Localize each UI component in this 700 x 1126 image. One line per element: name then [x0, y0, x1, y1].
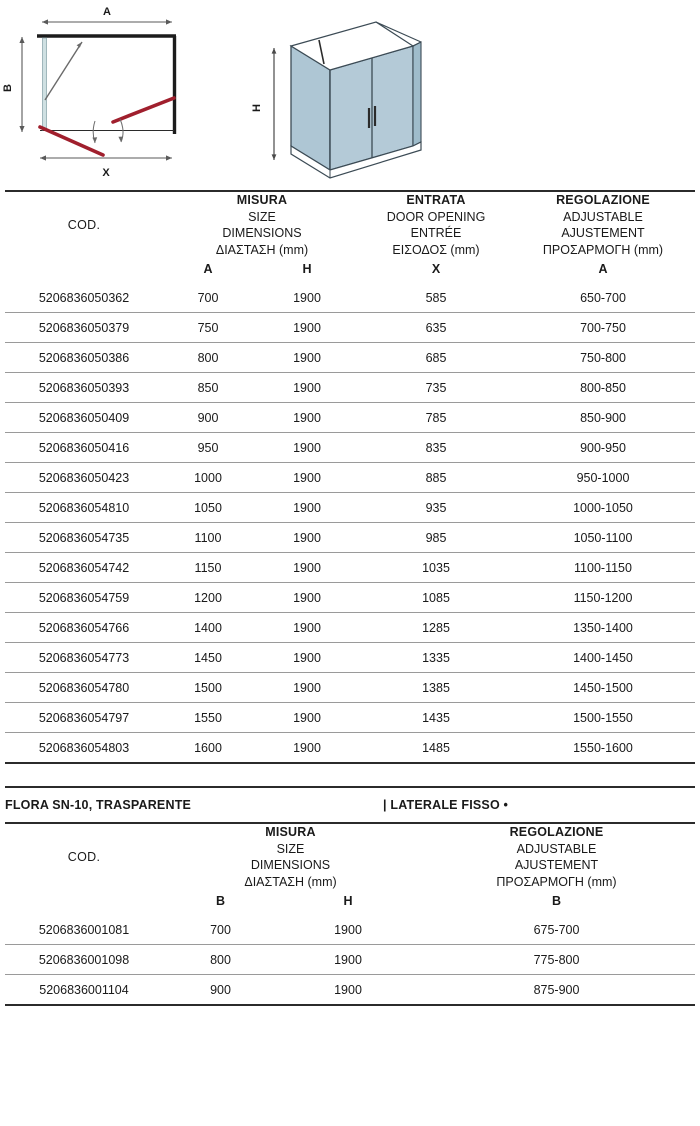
- cell-cod: 5206836050423: [38, 470, 130, 485]
- cell-a: 700: [197, 290, 219, 305]
- cell-a: 800: [197, 350, 219, 365]
- cell-adj: 650-700: [580, 290, 626, 305]
- table1-header-entry-l3: ENTRÉE: [410, 226, 462, 240]
- section-product-name: FLORA SN-10, TRASPARENTE: [5, 798, 192, 812]
- table1-header-entry-l2: DOOR OPENING: [386, 209, 486, 224]
- cell-x: 1035: [422, 560, 450, 575]
- table2-header-size: [163, 824, 418, 890]
- table2-header-size-l1: MISURA: [265, 825, 316, 839]
- cell-adj: 1000-1050: [573, 500, 633, 515]
- cell-x: 735: [425, 380, 447, 395]
- cell-b: 800: [210, 952, 231, 967]
- table-row: [5, 915, 695, 945]
- side-panel-dimensions-table: [5, 824, 695, 1006]
- table1-header-size-l1: MISURA: [236, 193, 288, 207]
- cell-adj: 675-700: [533, 922, 580, 937]
- table1-header-entry-l1: ENTRATA: [406, 193, 466, 207]
- cell-b: 700: [210, 922, 231, 937]
- cell-adj: 1050-1100: [573, 530, 633, 545]
- iso-label-h: H: [251, 104, 263, 112]
- table2-sub-b: B: [215, 894, 226, 908]
- cell-x: 585: [425, 290, 447, 305]
- cell-cod: 5206836054735: [38, 530, 130, 545]
- cell-cod: 5206836001081: [38, 922, 130, 937]
- isometric-enclosure-diagram: [245, 0, 475, 190]
- cell-h: 1900: [293, 590, 321, 605]
- cell-x: 885: [425, 470, 447, 485]
- table-row: [5, 373, 695, 403]
- cell-x: 1385: [422, 680, 450, 695]
- cell-cod: 5206836054780: [38, 680, 130, 695]
- cell-adj: 700-750: [580, 320, 626, 335]
- table1-sub-x: X: [431, 262, 441, 276]
- cell-h: 1900: [293, 350, 321, 365]
- cell-h: 1900: [334, 982, 362, 997]
- plan-view-diagram: [0, 0, 250, 190]
- table-row: [5, 975, 695, 1006]
- table2-header-adjust-l3: AJUSTEMENT: [514, 858, 599, 872]
- cell-h: 1900: [334, 952, 362, 967]
- plan-label-x: X: [102, 167, 110, 179]
- section-divider-row: [5, 787, 695, 823]
- table-row: [5, 643, 695, 673]
- table-row: [5, 583, 695, 613]
- cell-a: 1200: [194, 590, 222, 605]
- cell-cod: 5206836054773: [38, 650, 130, 665]
- cell-x: 635: [425, 320, 447, 335]
- cell-h: 1900: [293, 530, 321, 545]
- cell-a: 1450: [194, 650, 222, 665]
- table1-sub-blank: [5, 258, 163, 283]
- cell-adj: 850-900: [580, 410, 626, 425]
- cell-a: 950: [197, 440, 219, 455]
- cell-h: 1900: [293, 560, 321, 575]
- cell-a: 1150: [194, 560, 222, 575]
- table-row: [5, 613, 695, 643]
- diagram-band: [0, 0, 700, 190]
- table1-header-adjust-l2: ADJUSTABLE: [563, 209, 643, 224]
- table1-subheader-row: [5, 258, 695, 283]
- cell-adj: 1400-1450: [573, 650, 633, 665]
- table-row: [5, 733, 695, 764]
- table-row: [5, 493, 695, 523]
- cell-x: 1335: [422, 650, 450, 665]
- table2-sub-adj: B: [551, 894, 562, 908]
- cell-adj: 1150-1200: [573, 590, 633, 605]
- cell-adj: 900-950: [580, 440, 626, 455]
- table2-header-adjust: [418, 824, 695, 890]
- table2-header-cod: COD.: [67, 850, 101, 864]
- table1-body: [5, 283, 695, 763]
- table2-header-adjust-l2: ADJUSTABLE: [516, 841, 597, 856]
- cell-adj: 1550-1600: [573, 740, 633, 755]
- cell-cod: 5206836054803: [38, 740, 130, 755]
- cell-x: 985: [425, 530, 447, 545]
- cell-cod: 5206836050416: [38, 440, 130, 455]
- table1-header-adjust-l4: ΠΡΟΣΑΡΜΟΓΗ (mm): [542, 242, 664, 257]
- cell-cod: 5206836050379: [38, 320, 130, 335]
- cell-cod: 5206836001098: [38, 952, 130, 967]
- table-row: [5, 523, 695, 553]
- table2-sub-blank: [5, 890, 163, 915]
- cell-x: 685: [425, 350, 447, 365]
- table-row: [5, 463, 695, 493]
- cell-h: 1900: [293, 740, 321, 755]
- cell-h: 1900: [334, 922, 362, 937]
- table1-header-row: [5, 191, 695, 258]
- cell-x: 1435: [422, 710, 450, 725]
- table1-header-size-l4: ΔΙΑΣΤΑΣΗ (mm): [215, 242, 309, 257]
- cell-h: 1900: [293, 410, 321, 425]
- cell-x: 785: [425, 410, 447, 425]
- table1-header-size: [163, 191, 361, 258]
- cell-cod: 5206836001104: [39, 982, 129, 997]
- cell-x: 1285: [422, 620, 450, 635]
- cell-x: 1085: [422, 590, 450, 605]
- cell-a: 850: [197, 380, 219, 395]
- table2-sub-h: H: [343, 894, 353, 908]
- table-gap-spacer: [0, 764, 700, 786]
- main-dimensions-table: [5, 190, 695, 764]
- cell-x: 835: [425, 440, 447, 455]
- table2-header-size-l4: ΔΙΑΣΤΑΣΗ (mm): [244, 874, 337, 889]
- cell-a: 900: [197, 410, 219, 425]
- cell-adj: 1500-1550: [573, 710, 633, 725]
- cell-h: 1900: [293, 320, 321, 335]
- cell-cod: 5206836050393: [38, 380, 130, 395]
- cell-adj: 950-1000: [576, 470, 630, 485]
- table1-header-entry: [361, 191, 511, 258]
- table-row: [5, 403, 695, 433]
- cell-cod: 5206836050362: [38, 290, 130, 305]
- cell-h: 1900: [293, 500, 321, 515]
- cell-adj: 750-800: [580, 350, 626, 365]
- cell-cod: 5206836054742: [38, 560, 130, 575]
- cell-h: 1900: [293, 620, 321, 635]
- table1-header-adjust-l3: AJUSTEMENT: [561, 226, 645, 240]
- table1-sub-adj: A: [598, 262, 608, 276]
- cell-h: 1900: [293, 680, 321, 695]
- table-row: [5, 283, 695, 313]
- cell-cod: 5206836054810: [38, 500, 130, 515]
- table1-header-size-l2: SIZE: [248, 209, 276, 224]
- table1-header-cod: COD.: [67, 218, 101, 232]
- cell-adj: 1350-1400: [573, 620, 633, 635]
- table-row: [5, 673, 695, 703]
- cell-adj: 800-850: [580, 380, 626, 395]
- cell-adj: 1100-1150: [574, 560, 632, 575]
- table2-header: [5, 824, 695, 915]
- table-row: [5, 553, 695, 583]
- table-row: [5, 433, 695, 463]
- cell-a: 1600: [194, 740, 222, 755]
- table1-header-adjust-l1: REGOLAZIONE: [556, 193, 650, 207]
- cell-a: 1000: [194, 470, 222, 485]
- table2-header-adjust-l4: ΠΡΟΣΑΡΜΟΓΗ (mm): [496, 874, 617, 889]
- cell-a: 750: [197, 320, 219, 335]
- cell-h: 1900: [293, 710, 321, 725]
- table2-header-size-l2: SIZE: [276, 841, 305, 856]
- table2-header-adjust-l1: REGOLAZIONE: [509, 825, 604, 839]
- cell-a: 1100: [194, 530, 222, 545]
- cell-a: 1400: [194, 620, 222, 635]
- table2-subheader-row: [5, 890, 695, 915]
- cell-h: 1900: [293, 470, 321, 485]
- cell-cod: 5206836054797: [38, 710, 130, 725]
- cell-cod: 5206836050386: [38, 350, 130, 365]
- plan-label-a: A: [103, 6, 111, 18]
- section-divider: [5, 786, 695, 824]
- cell-a: 1050: [194, 500, 222, 515]
- table1-sub-h: H: [302, 262, 312, 276]
- table1-sub-a: A: [203, 262, 213, 276]
- cell-x: 1485: [422, 740, 450, 755]
- cell-h: 1900: [293, 380, 321, 395]
- cell-b: 900: [210, 982, 231, 997]
- cell-cod: 5206836050409: [38, 410, 130, 425]
- plan-label-b: B: [2, 84, 14, 92]
- table1-header: [5, 191, 695, 283]
- cell-adj: 875-900: [533, 982, 580, 997]
- table2-header-size-l3: DIMENSIONS: [250, 858, 331, 872]
- cell-a: 1550: [194, 710, 222, 725]
- table-row: [5, 703, 695, 733]
- table1-header-entry-l4: ΕΙΣΟΔΟΣ (mm): [392, 242, 480, 257]
- table-row: [5, 343, 695, 373]
- cell-cod: 5206836054759: [38, 590, 130, 605]
- table1-header-adjust: [511, 191, 695, 258]
- cell-adj: 775-800: [533, 952, 580, 967]
- section-variant-label: | LATERALE FISSO •: [383, 798, 509, 812]
- cell-h: 1900: [293, 440, 321, 455]
- table-row: [5, 945, 695, 975]
- cell-a: 1500: [194, 680, 222, 695]
- table1-header-size-l3: DIMENSIONS: [222, 226, 302, 240]
- cell-h: 1900: [293, 290, 321, 305]
- cell-cod: 5206836054766: [38, 620, 130, 635]
- table2-header-row: [5, 824, 695, 890]
- table-row: [5, 313, 695, 343]
- cell-h: 1900: [293, 650, 321, 665]
- cell-x: 935: [425, 500, 447, 515]
- cell-adj: 1450-1500: [573, 680, 633, 695]
- table2-body: [5, 915, 695, 1005]
